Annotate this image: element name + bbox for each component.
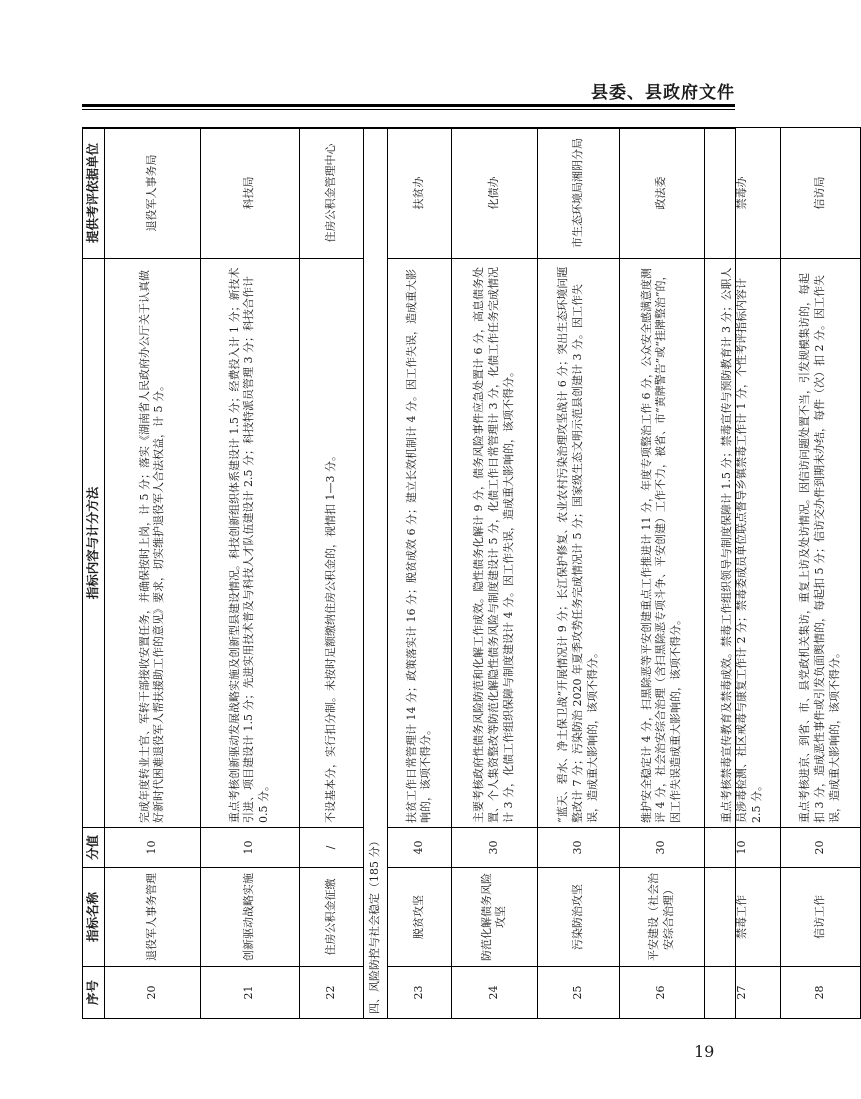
- row-desc: 完成年度转业士官、军转干部接收安置任务，并确保按时上岗，计 5 分；落实《湖南省人民政府办公厅关于认真做好新时代困难退役军人帮扶援助工作的意见》要求，切实维护退役军人合法权益，计 5 分。: [104, 259, 200, 828]
- row-score: 40: [387, 828, 451, 868]
- table-row: [387, 128, 451, 1019]
- row-name: 禁毒工作: [704, 868, 780, 967]
- table-row: [780, 128, 860, 1019]
- row-score: 10: [704, 828, 780, 868]
- row-unit: 科技局: [200, 128, 299, 259]
- table-row: [104, 128, 200, 1019]
- table-header-row: [83, 128, 105, 1019]
- row-unit: 退役军人事务局: [104, 128, 200, 259]
- row-unit: 市生态环境局湘阴分局: [537, 128, 619, 259]
- row-no: 28: [780, 967, 860, 1019]
- table-row: [619, 128, 704, 1019]
- row-no: 23: [387, 967, 451, 1019]
- header-rule-thin: [82, 109, 735, 110]
- row-name: 防范化解债务风险攻坚: [451, 868, 537, 967]
- row-no: 24: [451, 967, 537, 1019]
- assessment-table: [82, 127, 861, 1019]
- row-desc: 重点考核进京、到省、市、县党政机关集访，重复上访及处访情况。因信访问题处置不当，引发规模集访的，每起扣 3 分，造成恶性事件或引发负面舆情的，每起扣 5 分；信访交办件到期未办结，每件（次）扣 2 分。因工作失误，造成重大影响的，该项不得分。: [780, 259, 860, 828]
- row-name: 退役军人事务管理: [104, 868, 200, 967]
- row-name: 脱贫攻坚: [387, 868, 451, 967]
- col-header-no: 序号: [83, 967, 105, 1019]
- row-unit: 扶贫办: [387, 128, 451, 259]
- table-row: [299, 128, 363, 1019]
- col-header-desc: 指标内容与计分方法: [83, 259, 105, 828]
- row-no: 21: [200, 967, 299, 1019]
- table-row: [451, 128, 537, 1019]
- row-desc: 扶贫工作日常管理计 14 分；政策落实计 16 分；脱贫成效 6 分；建立长效机制计 4 分。因工作失误，造成重大影响的，该项不得分。: [387, 259, 451, 828]
- row-unit: 住房公积金管理中心: [299, 128, 363, 259]
- header-rule-thick: [82, 104, 735, 107]
- row-name: 平安建设（社会治安综合治理）: [619, 868, 704, 967]
- row-no: 22: [299, 967, 363, 1019]
- col-header-unit: 提供考评依据单位: [83, 128, 105, 259]
- row-score: 30: [451, 828, 537, 868]
- table-row: [704, 128, 780, 1019]
- row-unit: 信访局: [780, 128, 860, 259]
- row-unit: 政法委: [619, 128, 704, 259]
- page-number: 19: [694, 1042, 715, 1061]
- row-name: 创新驱动战略实施: [200, 868, 299, 967]
- header-title: 县委、县政府文件: [591, 83, 735, 103]
- row-no: 26: [619, 967, 704, 1019]
- row-score: 30: [537, 828, 619, 868]
- row-desc: 维护安全稳定计 4 分，扫黑除恶等平安创建重点工作推进计 11 分，年度专项整治工作 6 分，公众安全感满意度测评 4 分，社会治安综合治理（含扫黑除恶专项斗争、平安创建）工作不力，被省、市“黄牌警告”或“挂牌整治”的，因工作失误造成重大影响的，该项不得分。: [619, 259, 704, 828]
- row-unit: 化债办: [451, 128, 537, 259]
- row-score: 30: [619, 828, 704, 868]
- row-desc: 重点考核创新驱动发展战略实施及创新型县建设情况。科技创新组织体系建设计 1.5 分；经费投入计 1 分；新技术引进、项目建设计 1.5 分；先进实用技术普及与科技人才队伍建设计 2.5 分；科技特派员管理 3 分；科技合作计 0.5 分。: [200, 259, 299, 828]
- row-name: 污染防治攻坚: [537, 868, 619, 967]
- row-name: 信访工作: [780, 868, 860, 967]
- row-desc: 不设基本分，实行扣分制。未按时足额缴纳住房公积金的，视情扣 1—3 分。: [299, 259, 363, 828]
- row-desc: 主要考核政府性债务风险防范和化解工作成效。隐性债务化解计 9 分，债务风险事件应急处置计 6 分，高息债务处置、个人集资整改等防范化解隐性债务风险与制度建设计 5 分，化债工作日常管理计 3 分，化债工作任务完成情况计 3 分，化债工作组织保障与制度建设计 4 分。因工作失误，造成重大影响的，该项不得分。: [451, 259, 537, 828]
- row-unit: 禁毒办: [704, 128, 780, 259]
- row-score: 10: [104, 828, 200, 868]
- row-desc: “蓝天、碧水、净土保卫战”开展情况计 9 分；长江保护修复、农业农村污染治理攻坚战计 6 分；突出生态环境问题整改计 7 分；污染防治 2020 年夏季攻势任务完成情况计 5 分；国家级生态文明示范县创建计 3 分。因工作失误，造成重大影响的，该项不得分。: [537, 259, 619, 828]
- col-header-score: 分值: [83, 828, 105, 868]
- col-header-name: 指标名称: [83, 868, 105, 967]
- row-score: 10: [200, 828, 299, 868]
- section-row: [363, 128, 387, 1019]
- section-title: 四、风险防控与社会稳定（185 分）: [363, 128, 387, 1019]
- rotated-table-container: [82, 128, 841, 1019]
- table-row: [537, 128, 619, 1019]
- row-no: 25: [537, 967, 619, 1019]
- row-desc: 重点考核禁毒宣传教育及禁毒成效。禁毒工作组织领导与制度保障计 1.5 分；禁毒宣传与预防教育计 3 分；公职人员涉毒检测、社区戒毒与康复工作计 2 分；禁毒委成员单位联点督导乡镇禁毒工作计 1 分，个性考评指标内容计 2.5 分。: [704, 259, 780, 828]
- row-no: 20: [104, 967, 200, 1019]
- row-score: 20: [780, 828, 860, 868]
- row-name: 住房公积金征缴: [299, 868, 363, 967]
- row-score: /: [299, 828, 363, 868]
- row-no: 27: [704, 967, 780, 1019]
- table-row: [200, 128, 299, 1019]
